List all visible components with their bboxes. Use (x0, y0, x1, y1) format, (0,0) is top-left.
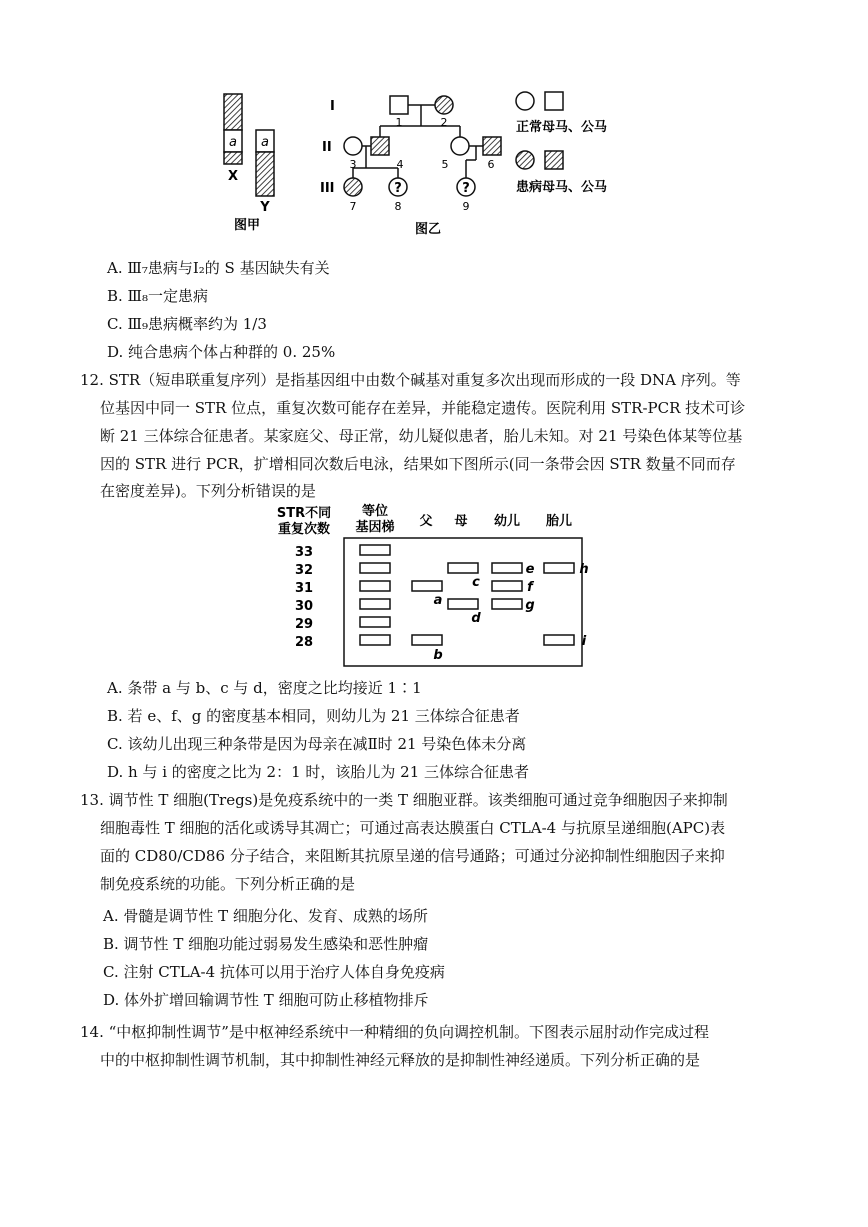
q13-option-c: C. 注射 CTLA-4 抗体可以用于治疗人体自身免疫病 (103, 963, 445, 981)
band-h-label: h (579, 562, 589, 577)
q11-option-b: B. Ⅲ₈一定患病 (107, 287, 209, 305)
band-b (412, 635, 442, 645)
q13-line-4: 制免疫系统的功能。下列分析正确的是 (100, 875, 356, 893)
band-c-label: c (472, 575, 480, 590)
ladder-band-29 (360, 617, 390, 627)
ladder-band-30 (360, 599, 390, 609)
band-f-label: f (527, 580, 533, 595)
individual-3-normal-female (344, 137, 362, 155)
q12-option-c: C. 该幼儿出现三种条带是因为母亲在减Ⅱ时 21 号染色体未分离 (107, 735, 527, 753)
legend-affected-text: 患病母马、公马 (516, 180, 608, 195)
q12-option-a: A. 条带 a 与 b、c 与 d，密度之比均接近 1∶1 (107, 679, 422, 697)
ladder-band-31 (360, 581, 390, 591)
header-ladder-2: 基因梯 (355, 520, 395, 535)
individual-7-affected-female (344, 178, 362, 196)
id-2: 2 (440, 116, 448, 129)
repeat-32: 32 (294, 563, 314, 578)
id-6: 6 (487, 158, 495, 171)
band-g-label: g (525, 598, 535, 613)
figure-jia-label: 图甲 (233, 218, 261, 233)
q13-line-3: 面的 CD80/CD86 分子结合，来阻断其抗原呈递的信号通路；可通过分泌抑制性细胞因子来抑 (100, 847, 725, 865)
band-i (544, 635, 574, 645)
ladder-band-28 (360, 635, 390, 645)
q12-line-5: 在密度差异)。下列分析错误的是 (100, 482, 316, 500)
col-child: 幼儿 (493, 514, 521, 529)
band-c (448, 563, 478, 573)
q13-option-a: A. 骨髓是调节性 T 细胞分化、发育、成熟的场所 (103, 907, 428, 925)
q12-line-3: 断 21 三体综合征患者。某家庭父、母正常，幼儿疑似患者，胎儿未知。对 21 号染色体某等位基 (100, 427, 743, 445)
x-label: X (227, 169, 239, 184)
q13-option-b: B. 调节性 T 细胞功能过弱易发生感染和恶性肿瘤 (103, 935, 429, 953)
legend-affected-male-symbol (545, 151, 563, 169)
q12-line-1: 12. STR（短串联重复序列）是指基因组中由数个碱基对重复多次出现而形成的一段 DNA 序列。等 (80, 371, 741, 389)
x-chromosome (224, 94, 242, 164)
ladder-band-32 (360, 563, 390, 573)
q12-line-2: 位基因中同一 STR 位点，重复次数可能存在差异，并能稳定遗传。医院利用 STR-PCR 技术可诊 (100, 399, 746, 417)
band-a (412, 581, 442, 591)
repeat-33: 33 (294, 545, 314, 560)
band-b-label: b (433, 648, 443, 663)
str-gel-figure (262, 500, 602, 672)
header-str-1: STR不同 (276, 506, 332, 521)
gen-label-III: III (320, 181, 335, 196)
individual-2-affected-female (435, 96, 453, 114)
individual-4-affected-male (371, 137, 389, 155)
col-fetus: 胎儿 (545, 514, 573, 529)
q12-option-b: B. 若 e、f、g 的密度基本相同，则幼儿为 21 三体综合征患者 (107, 707, 520, 725)
q14-line-1: 14. “中枢抑制性调节”是中枢神经系统中一种精细的负向调控机制。下图表示屈肘动作完成过程 (80, 1023, 709, 1041)
legend-normal-male-symbol (545, 92, 563, 110)
y-label: Y (260, 200, 270, 215)
band-f (492, 581, 522, 591)
unknown-mark-9: ? (462, 181, 470, 196)
ladder-band-33 (360, 545, 390, 555)
band-i-label: i (581, 634, 587, 649)
id-8: 8 (394, 200, 402, 213)
q12-option-d: D. h 与 i 的密度之比为 2：1 时，该胎儿为 21 三体综合征患者 (107, 763, 530, 781)
col-father: 父 (419, 514, 433, 529)
repeat-31: 31 (294, 581, 314, 596)
band-d-label: d (471, 611, 481, 626)
figure-jia (210, 88, 300, 233)
q13-line-1: 13. 调节性 T 细胞(Tregs)是免疫系统中的一类 T 细胞亚群。该类细胞可通过竞争细胞因子来抑制 (80, 791, 728, 809)
individual-1-normal-male (390, 96, 408, 114)
band-h (544, 563, 574, 573)
header-ladder-1: 等位 (361, 504, 389, 519)
band-g (492, 599, 522, 609)
allele-x: a (229, 135, 237, 150)
figure-yi-label: 图乙 (414, 222, 442, 237)
q13-line-2: 细胞毒性 T 细胞的活化或诱导其凋亡；可通过高表达膜蛋白 CTLA-4 与抗原呈递细胞(APC)表 (100, 819, 726, 837)
header-str-2: 重复次数 (277, 522, 331, 537)
unknown-mark-8: ? (394, 181, 402, 196)
id-5: 5 (441, 158, 449, 171)
q14-line-2: 中的中枢抑制性调节机制，其中抑制性神经元释放的是抑制性神经递质。下列分析正确的是 (100, 1051, 701, 1069)
q13-option-d: D. 体外扩增回输调节性 T 细胞可防止移植物排斥 (103, 991, 429, 1009)
q12-line-4: 因的 STR 进行 PCR，扩增相同次数后电泳，结果如下图所示(同一条带会因 STR 数量不同而存 (100, 455, 736, 473)
id-1: 1 (395, 116, 403, 129)
repeat-29: 29 (294, 617, 314, 632)
gen-label-I: I (330, 99, 335, 114)
legend-affected-female-symbol (516, 151, 534, 169)
id-3: 3 (349, 158, 357, 171)
col-mother: 母 (454, 514, 468, 529)
band-d (448, 599, 478, 609)
band-e-label: e (525, 562, 535, 577)
q11-option-c: C. Ⅲ₉患病概率约为 1/3 (107, 315, 267, 333)
id-7: 7 (349, 200, 357, 213)
figure-yi-pedigree (320, 88, 660, 238)
id-9: 9 (462, 200, 470, 213)
allele-y: a (261, 135, 269, 150)
q11-option-d: D. 纯合患病个体占种群的 0. 25% (107, 343, 336, 361)
band-a-label: a (433, 593, 443, 608)
repeat-30: 30 (294, 599, 314, 614)
band-e (492, 563, 522, 573)
legend-normal-female-symbol (516, 92, 534, 110)
individual-5-normal-female (451, 137, 469, 155)
legend-normal-text: 正常母马、公马 (516, 120, 608, 135)
individual-6-affected-male (483, 137, 501, 155)
id-4: 4 (396, 158, 404, 171)
gen-label-II: II (322, 140, 332, 155)
repeat-28: 28 (294, 635, 314, 650)
q11-option-a: A. Ⅲ₇患病与Ⅰ₂的 S 基因缺失有关 (107, 259, 330, 277)
